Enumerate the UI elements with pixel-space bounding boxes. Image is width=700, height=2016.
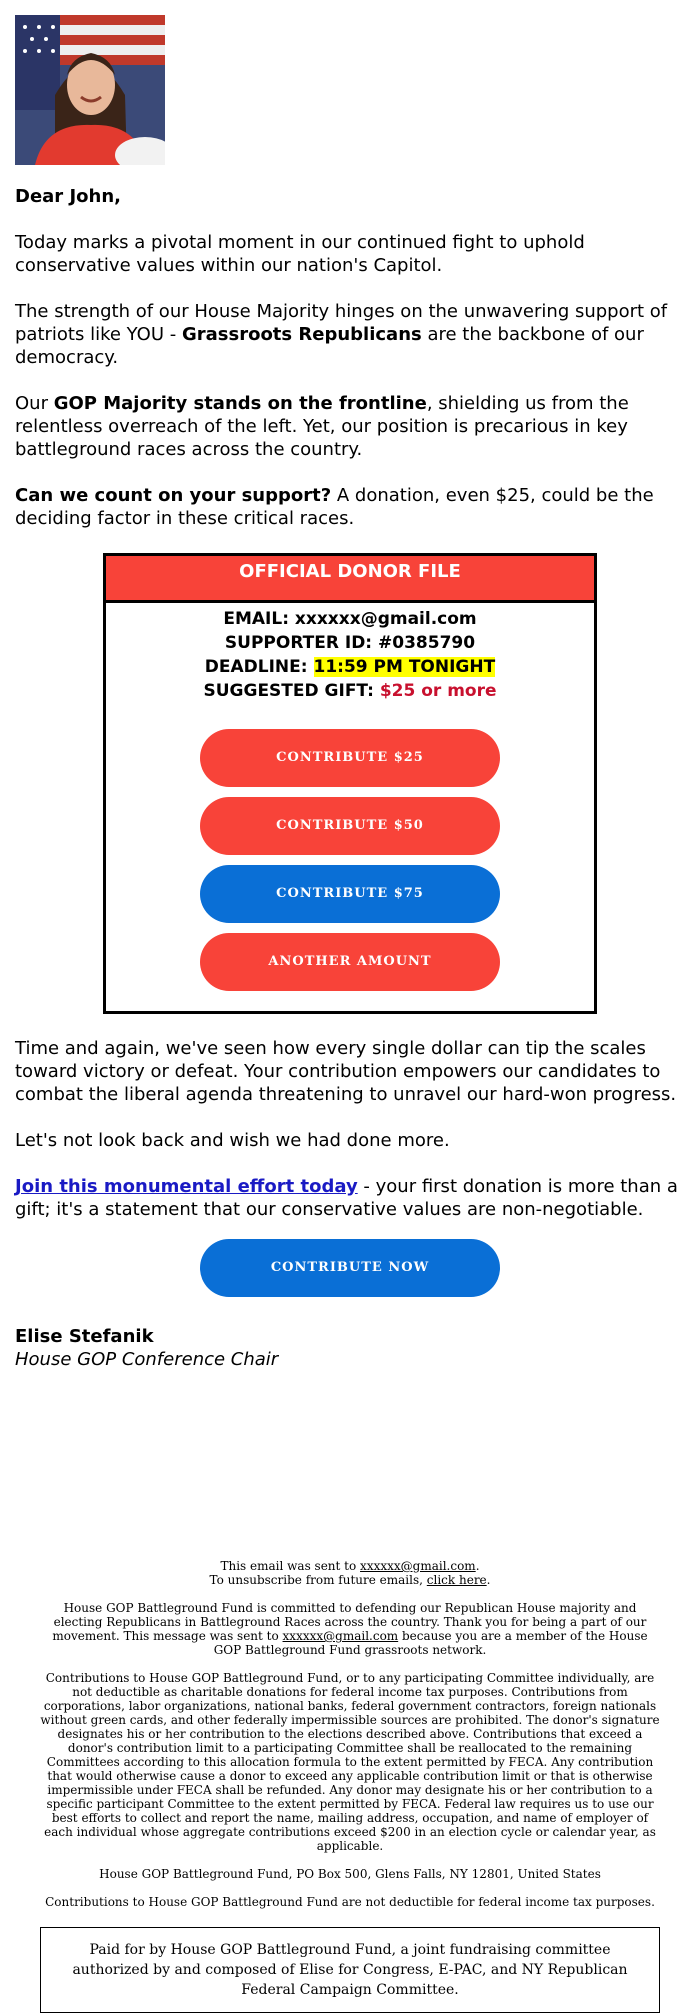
join-effort-link[interactable]: Join this monumental effort today: [15, 1176, 358, 1197]
suggested-gift-label: SUGGESTED GIFT:: [203, 681, 380, 701]
donor-file-box: [103, 553, 597, 1014]
deadline-value: 11:59 PM TONIGHT: [313, 657, 496, 677]
supporter-id-line: [106, 631, 594, 655]
deadline-label: DEADLINE:: [204, 657, 314, 677]
majority-text-bold: Grassroots Republicans: [181, 324, 422, 345]
unsubscribe-link[interactable]: click here: [426, 1573, 487, 1587]
footer-unsub-period: .: [486, 1573, 491, 1587]
donor-file-details: [106, 603, 594, 1011]
majority-text-a: The strength of our House Majority hinges on the unwavering support of patriots like YOU -: [15, 301, 668, 345]
frontline-text-bold: GOP Majority stands on the frontline: [53, 393, 427, 414]
paid-for-box: Paid for by House GOP Battleground Fund, a joint fundraising committee authorized by and composed of Elise for Congress, E-PAC, and NY Republican Federal Campaign Committee.: [40, 1927, 660, 2013]
signature: [15, 1325, 685, 1371]
footer-sent-email-link[interactable]: xxxxxx@gmail.com: [360, 1559, 476, 1573]
signature-title: House GOP Conference Chair: [15, 1349, 279, 1370]
donor-file-header: OFFICIAL DONOR FILE: [106, 556, 594, 603]
look-back-paragraph: Let's not look back and wish we had done more.: [15, 1130, 450, 1151]
footer-legal: Contributions to House GOP Battleground Fund, or to any participating Committee individually, are not deductible as charitable donations for federal income tax purposes. Contributions from corporations, labor organizations, national banks, federal government contractors, foreign nationals without green cards, and other federally impermissible sources are prohibited. The donor's signature designates his or her contribution to the elections described above. Contributions that exceed a donor's contribution limit to a participating Committee shall be reallocated to the remaining Committees according to this allocation formula to the extent permitted by FECA. Any contribution that would otherwise cause a donor to exceed any applicable contribution limit or that is otherwise impermissible under FECA shall be refunded. Any donor may designate his or her contribution to a specific participant Committee to the extent permitted by FECA. Federal law requires us to use our best efforts to collect and report the name, mailing address, occupation, and name of employer of each individual whose aggregate contributions exceed $200 in an election cycle or calendar year, as applicable.: [40, 1671, 660, 1853]
deadline-line: [106, 655, 594, 679]
footer-mission-text-a: House GOP Battleground Fund is committed to defending our Republican House majority and electing Republicans in Battleground Races across the country. Thank you for being a part of our movement. This message was sent to: [52, 1601, 647, 1643]
suggested-gift-line: [106, 679, 594, 703]
support-text: A donation, even $25, could be the deciding factor in these critical races.: [15, 485, 654, 529]
footer-mission-email-link[interactable]: xxxxxx@gmail.com: [282, 1629, 399, 1643]
footer-mission: [40, 1601, 660, 1657]
support-question: Can we count on your support?: [15, 485, 332, 506]
frontline-text-a: Our: [15, 393, 54, 414]
majority-text-c: are the backbone of our democracy.: [15, 324, 644, 368]
frontline-text-c: , shielding us from the relentless overreach of the left. Yet, our position is precarious in key battleground races across the country.: [15, 393, 629, 460]
footer-unsubscribe: [40, 1573, 660, 1587]
footer-unsub-text: To unsubscribe from future emails,: [209, 1573, 427, 1587]
footer-tax-note: Contributions to House GOP Battleground Fund are not deductible for federal income tax purposes.: [45, 1895, 655, 1909]
supporter-id-value: #0385790: [378, 633, 476, 653]
footer-address: House GOP Battleground Fund, PO Box 500, Glens Falls, NY 12801, United States: [99, 1867, 601, 1881]
supporter-id-label: SUPPORTER ID:: [224, 633, 379, 653]
intro-paragraph: Today marks a pivotal moment in our continued fight to uphold conservative values within our nation's Capitol.: [15, 232, 585, 276]
contribute-now-button[interactable]: CONTRIBUTE NOW: [200, 1239, 500, 1297]
contribute-50-button[interactable]: CONTRIBUTE $50: [200, 797, 500, 855]
contribute-75-button[interactable]: CONTRIBUTE $75: [200, 865, 500, 923]
footer-sent-text: This email was sent to: [220, 1559, 361, 1573]
impact-paragraph: Time and again, we've seen how every single dollar can tip the scales toward victory or defeat. Your contribution empowers our candidates to combat the liberal agenda threatening to unravel our hard-won progress.: [15, 1038, 677, 1105]
donor-email-value: xxxxxx@gmail.com: [294, 609, 477, 629]
greeting: Dear John,: [15, 186, 121, 207]
cta-section: [15, 1239, 685, 1297]
contribute-25-button[interactable]: CONTRIBUTE $25: [200, 729, 500, 787]
footer-sent-to: [40, 1559, 660, 1573]
footer: [15, 1559, 685, 2013]
suggested-gift-value: $25 or more: [379, 681, 497, 701]
signature-name: Elise Stefanik: [15, 1326, 154, 1347]
donor-email-line: [106, 607, 594, 631]
contribute-buttons: [106, 729, 594, 991]
footer-mission-text-b: because you are a member of the House GOP Battleground Fund grassroots network.: [213, 1629, 648, 1657]
support-paragraph: [15, 484, 685, 530]
portrait-image: [15, 15, 165, 165]
majority-paragraph: [15, 300, 685, 369]
donor-email-label: EMAIL:: [223, 609, 295, 629]
frontline-paragraph: [15, 392, 685, 461]
footer-sent-period: .: [475, 1559, 480, 1573]
another-amount-button[interactable]: ANOTHER AMOUNT: [200, 933, 500, 991]
join-text: - your first donation is more than a gift; it's a statement that our conservative values are non-negotiable.: [15, 1176, 678, 1220]
join-paragraph: [15, 1175, 685, 1221]
